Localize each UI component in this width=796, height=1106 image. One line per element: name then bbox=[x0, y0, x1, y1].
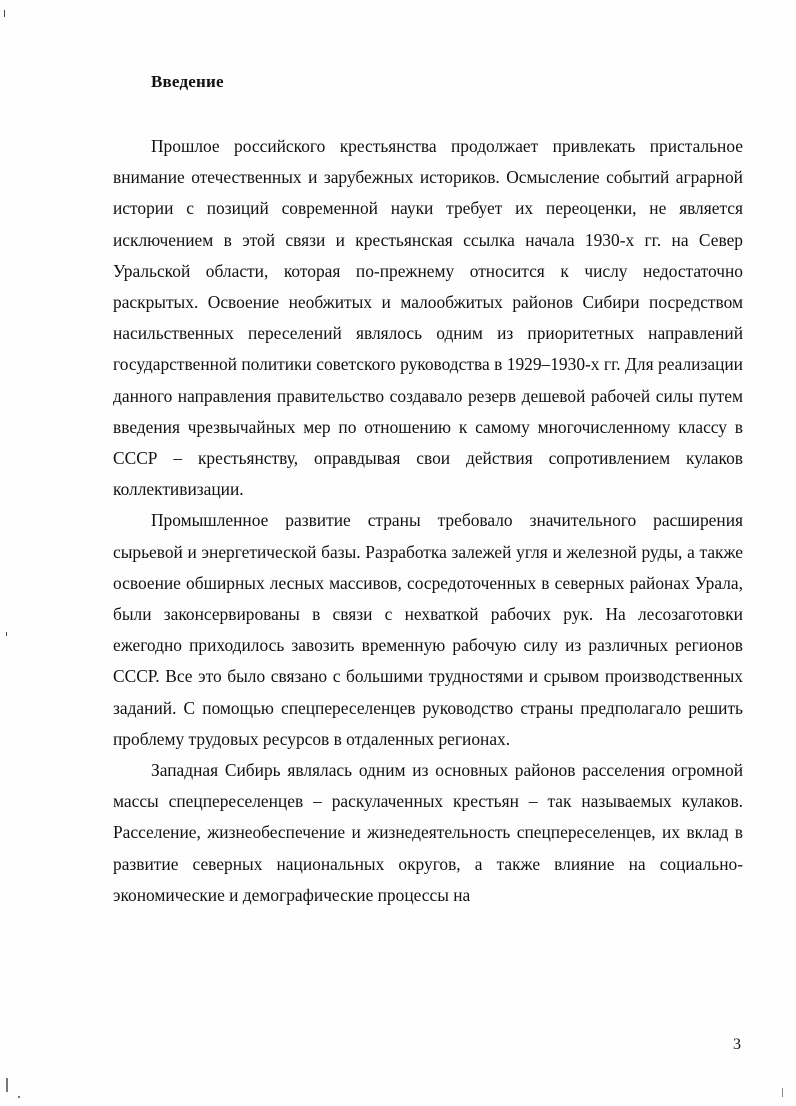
scan-artifact bbox=[782, 1088, 783, 1097]
page-number: 3 bbox=[733, 1036, 741, 1053]
paragraph: Западная Сибирь являлась одним из основных районов расселения огромной массы спецпереселенцев – раскулаченных крестьян – так называемых кулаков. Расселение, жизнеобеспечение и жизнедеятельность спецпереселенцев, их вклад в развитие северных национальных округов, а также влияние на социально-экономические и демографические процессы на bbox=[113, 760, 743, 905]
paragraph: Прошлое российского крестьянства продолжает привлекать пристальное внимание отечественных и зарубежных историков. Осмысление событий аграрной истории с позиций современной науки требует их переоценки, не является исключением в этой связи и крестьянская ссылка начала 1930-х гг. на Север Уральской области, которая по-прежнему относится к числу недостаточно раскрытых. Освоение необжитых и малообжитых районов Сибири посредством насильственных переселений являлось одним из приоритетных направлений государственной политики советского руководства в 1929–1930-х гг. Для реализации данного направления правительство создавало резерв дешевой рабочей силы путем введения чрезвычайных мер по отношению к самому многочисленному классу в СССР – крестьянству, оправдывая свои действия сопротивлением кулаков коллективизации. bbox=[113, 136, 743, 500]
section-heading: Введение bbox=[151, 72, 224, 91]
body-text bbox=[113, 131, 743, 911]
scan-artifact bbox=[4, 10, 5, 17]
scan-artifact bbox=[18, 1096, 20, 1098]
scan-artifact bbox=[6, 1078, 8, 1092]
paragraph: Промышленное развитие страны требовало значительного расширения сырьевой и энергетической базы. Разработка залежей угля и железной руды, а также освоение обширных лесных массивов, сосредоточенных в северных районах Урала, были законсервированы в связи с нехваткой рабочих рук. На лесозаготовки ежегодно приходилось завозить временную рабочую силу из различных регионов СССР. Все это было связано с большими трудностями и срывом производственных заданий. С помощью спецпереселенцев руководство страны предполагало решить проблему трудовых ресурсов в отдаленных регионах. bbox=[113, 510, 743, 749]
scan-artifact bbox=[6, 632, 7, 636]
